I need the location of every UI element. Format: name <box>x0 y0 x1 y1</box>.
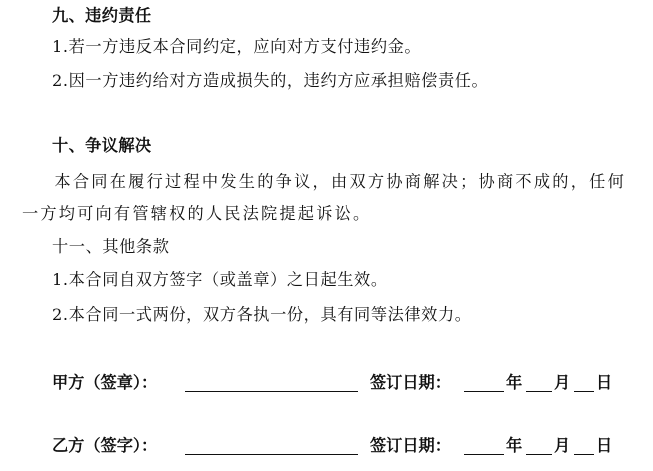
party-b-year-field[interactable] <box>464 454 504 455</box>
party-b-date-label: 签订日期： <box>370 436 451 455</box>
party-b-signature-field[interactable] <box>185 454 358 455</box>
other-heading: 十一、其他条款 <box>52 237 170 256</box>
dispute-heading: 十、争议解决 <box>52 136 152 155</box>
party-a-label: 甲方（签章）： <box>52 373 158 392</box>
other-item-1: 1.本合同自双方签字（或盖章）之日起生效。 <box>52 270 388 289</box>
party-b-year-label: 年 <box>506 436 523 455</box>
party-a-day-label: 日 <box>596 373 613 392</box>
party-a-month-label: 月 <box>554 373 571 392</box>
other-item-2: 2.本合同一式两份，双方各执一份，具有同等法律效力。 <box>52 305 472 324</box>
party-b-month-label: 月 <box>554 436 571 455</box>
party-a-signature-row <box>52 369 612 397</box>
party-a-signature-field[interactable] <box>185 391 358 392</box>
breach-item-1: 1.若一方违反本合同约定，应向对方支付违约金。 <box>52 37 422 56</box>
party-a-year-label: 年 <box>506 373 523 392</box>
party-b-signature-row <box>52 432 612 460</box>
party-a-day-field[interactable] <box>574 391 594 392</box>
party-a-month-field[interactable] <box>526 391 552 392</box>
party-a-year-field[interactable] <box>464 391 504 392</box>
party-b-day-label: 日 <box>596 436 613 455</box>
dispute-paragraph: 本合同在履行过程中发生的争议，由双方协商解决；协商不成的，任何一方均可向有管辖权的人民法院提起诉讼。 <box>22 172 626 223</box>
party-b-day-field[interactable] <box>574 454 594 455</box>
breach-heading: 九、违约责任 <box>52 6 152 25</box>
party-a-date-label: 签订日期： <box>370 373 451 392</box>
party-b-month-field[interactable] <box>526 454 552 455</box>
party-b-label: 乙方（签字）： <box>52 436 158 455</box>
breach-item-2: 2.因一方违约给对方造成损失的，违约方应承担赔偿责任。 <box>52 71 489 90</box>
